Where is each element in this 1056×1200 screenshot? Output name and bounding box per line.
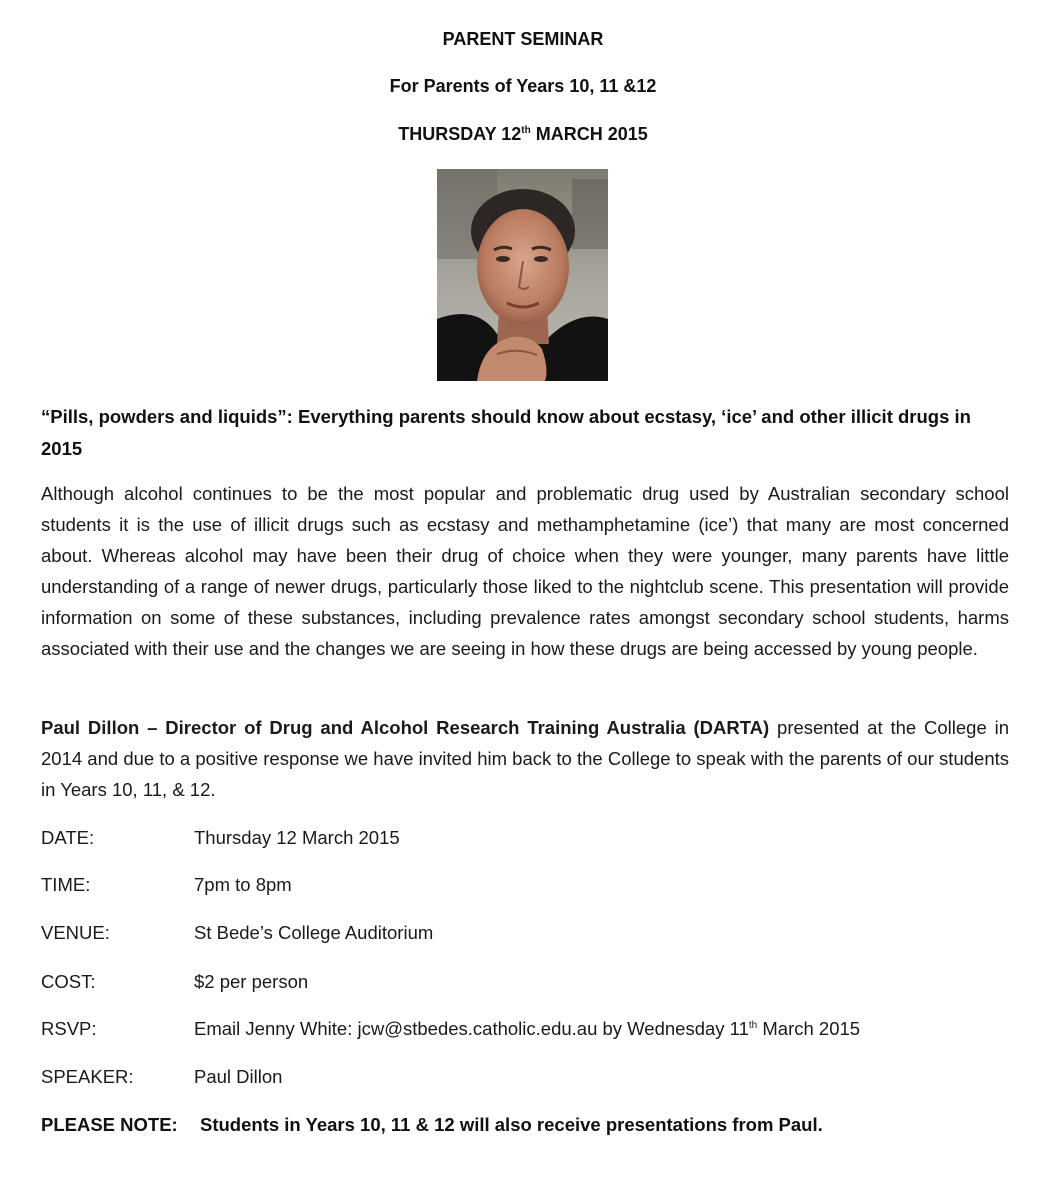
detail-cost-label: COST:: [41, 971, 96, 992]
detail-time-value: 7pm to 8pm: [194, 874, 292, 895]
speaker-portrait-photo: [437, 169, 608, 381]
speaker-title-bold: Paul Dillon – Director of Drug and Alcohol Research Training Australia (DARTA): [41, 717, 770, 738]
date-heading-suffix: MARCH 2015: [530, 124, 648, 144]
detail-speaker-value: Paul Dillon: [194, 1066, 283, 1087]
speaker-portrait-icon: [437, 169, 608, 381]
date-heading-ordinal: th: [521, 125, 531, 136]
speaker-paragraph: [41, 712, 1009, 805]
detail-date-value: Thursday 12 March 2015: [194, 827, 400, 848]
please-note: [41, 1114, 823, 1136]
please-note-text: Students in Years 10, 11 & 12 will also receive presentations from Paul.: [200, 1114, 823, 1135]
detail-venue-label: VENUE:: [41, 922, 110, 943]
flyer-date-heading: [0, 124, 1046, 145]
detail-date-label: DATE:: [41, 827, 95, 848]
rsvp-value-ordinal: th: [748, 1019, 758, 1031]
description-paragraph: Although alcohol continues to be the most popular and problematic drug used by Australian secondary school students it is the use of illicit drugs such as ecstasy and methamphetamine (ice’) that many are most concerned about. Whereas alcohol may have been their drug of choice when they were younger, many parents have little understanding of a range of newer drugs, particularly those liked to the nightclub scene. This presentation will provide information on some of these substances, including prevalence rates amongst secondary school students, harms associated with their use and the changes we are seeing in how these drugs are being accessed by young people.: [41, 483, 1009, 659]
detail-rsvp-value: [194, 1018, 860, 1040]
rsvp-value-suffix: March 2015: [757, 1018, 861, 1039]
detail-cost-value: $2 per person: [194, 971, 309, 992]
flyer-title: PARENT SEMINAR: [442, 29, 604, 49]
rsvp-value-prefix: Email Jenny White: jcw@stbedes.catholic.edu.au by Wednesday 11: [194, 1018, 749, 1039]
detail-rsvp-label: RSVP:: [41, 1018, 97, 1039]
date-heading-prefix: THURSDAY 12: [398, 124, 522, 144]
please-note-label: PLEASE NOTE:: [41, 1114, 178, 1135]
detail-speaker-label: SPEAKER:: [41, 1066, 134, 1087]
speaker-paragraph-rest: presented at the College in 2014 and due to a positive response we have invited him back to the College to speak with the parents of our students in Years 10, 11, & 12.: [41, 717, 1010, 800]
detail-venue-value: St Bede’s College Auditorium: [194, 922, 434, 943]
seminar-subtitle: “Pills, powders and liquids”: Everything parents should know about ecstasy, ‘ice’ and other illicit drugs in 2015: [41, 406, 971, 459]
detail-time-label: TIME:: [41, 874, 91, 895]
flyer-audience: For Parents of Years 10, 11 &12: [389, 76, 657, 96]
